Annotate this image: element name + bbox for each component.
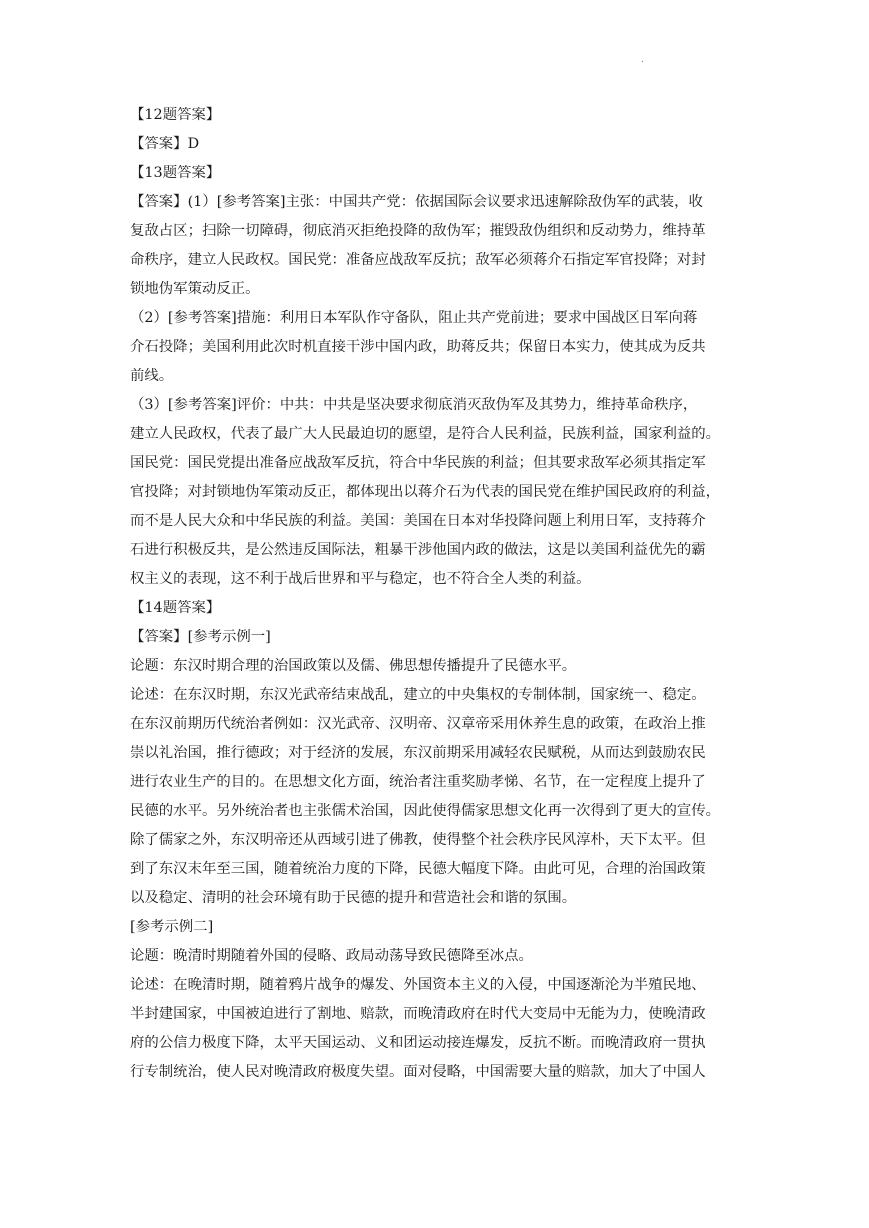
text-line: 论题：晚清时期随着外国的侵略、政局动荡导致民德降至冰点。 <box>130 948 533 964</box>
text-line: [参考示例二] <box>130 919 214 935</box>
text-line: 权主义的表现，这不利于战后世界和平与稳定，也不符合全人类的利益。 <box>130 571 591 587</box>
text-line: 国民党：国民党提出准备应战敌军反抗，符合中华民族的利益；但其要求敌军必须其指定军 <box>130 455 706 471</box>
text-line: （3）[参考答案]评价：中共：中共是坚决要求彻底消灭敌伪军及其势力，维持革命秩序， <box>130 397 698 413</box>
text-line: 复敌占区；扫除一切障碍，彻底消灭拒绝投降的敌伪军；摧毁敌伪组织和反动势力，维持革 <box>130 223 706 239</box>
text-line: 半封建国家，中国被迫进行了割地、赔款，而晚清政府在时代大变局中无能为力，使晚清政 <box>130 1006 706 1022</box>
text-line: 而不是人民大众和中华民族的利益。美国：美国在日本对华投降问题上利用日军，支持蒋介 <box>130 513 706 529</box>
text-line: 论述：在晚清时期，随着鸦片战争的爆发、外国资本主义的入侵，中国逐渐沦为半殖民地、 <box>130 977 706 993</box>
text-line: 锁地伪军策动反正。 <box>130 281 260 297</box>
text-line: 建立人民政权，代表了最广大人民最迫切的愿望，是符合人民利益，民族利益，国家利益的。 <box>130 426 721 442</box>
text-line: 【14题答案】 <box>130 600 221 616</box>
text-line: 【12题答案】 <box>130 107 221 123</box>
text-line: 进行农业生产的目的。在思想文化方面，统治者注重奖励孝悌、名节，在一定程度上提升了 <box>130 774 706 790</box>
text-line: 【13题答案】 <box>130 165 221 181</box>
text-line: 民德的水平。另外统治者也主张儒术治国，因此使得儒家思想文化再一次得到了更大的宣传。 <box>130 803 721 819</box>
text-line: 前线。 <box>130 368 174 384</box>
answer-content <box>130 101 739 1087</box>
text-line: 【答案】(1）[参考答案]主张：中国共产党：依据国际会议要求迅速解除敌伪军的武装，收 <box>130 194 703 210</box>
text-line: 崇以礼治国，推行德政；对于经济的发展，东汉前期采用减轻农民赋税，从而达到鼓励农民 <box>130 745 706 761</box>
text-line: 以及稳定、清明的社会环境有助于民德的提升和营造社会和谐的氛围。 <box>130 890 577 906</box>
text-line: （2）[参考答案]措施：利用日本军队作守备队，阻止共产党前进；要求中国战区日军向蒋 <box>130 310 698 326</box>
text-line: 介石投降；美国利用此次时机直接干涉中国内政，助蒋反共；保留日本实力，使其成为反共 <box>130 339 706 355</box>
text-line: 行专制统治，使人民对晚清政府极度失望。面对侵略，中国需要大量的赔款，加大了中国人 <box>130 1064 706 1080</box>
text-line: 石进行积极反共，是公然违反国际法，粗暴干涉他国内政的做法，这是以美国利益优先的霸 <box>130 542 706 558</box>
text-line: 府的公信力极度下降，太平天国运动、义和团运动接连爆发，反抗不断。而晚清政府一贯执 <box>130 1035 706 1051</box>
text-line: 【答案】[参考示例一] <box>130 629 271 645</box>
text-line: 除了儒家之外，东汉明帝还从西域引进了佛教，使得整个社会秩序民风淳朴，天下太平。但 <box>130 832 706 848</box>
text-line: 命秩序，建立人民政权。国民党：准备应战敌军反抗；敌军必须蒋介石指定军官投降；对封 <box>130 252 706 268</box>
text-line: 官投降；对封锁地伪军策动反正，都体现出以蒋介石为代表的国民党在维护国民政府的利益， <box>130 484 721 500</box>
text-line: 论述：在东汉时期，东汉光武帝结束战乱，建立的中央集权的专制体制，国家统一、稳定。 <box>130 687 706 703</box>
text-line: 在东汉前期历代统治者例如：汉光武帝、汉明帝、汉章帝采用休养生息的政策，在政治上推 <box>130 716 706 732</box>
header-dot: . <box>641 55 644 65</box>
text-line: 到了东汉末年至三国，随着统治力度的下降，民德大幅度下降。由此可见，合理的治国政策 <box>130 861 706 877</box>
text-line: 论题：东汉时期合理的治国政策以及儒、佛思想传播提升了民德水平。 <box>130 658 577 674</box>
text-line: 【答案】D <box>130 136 200 152</box>
